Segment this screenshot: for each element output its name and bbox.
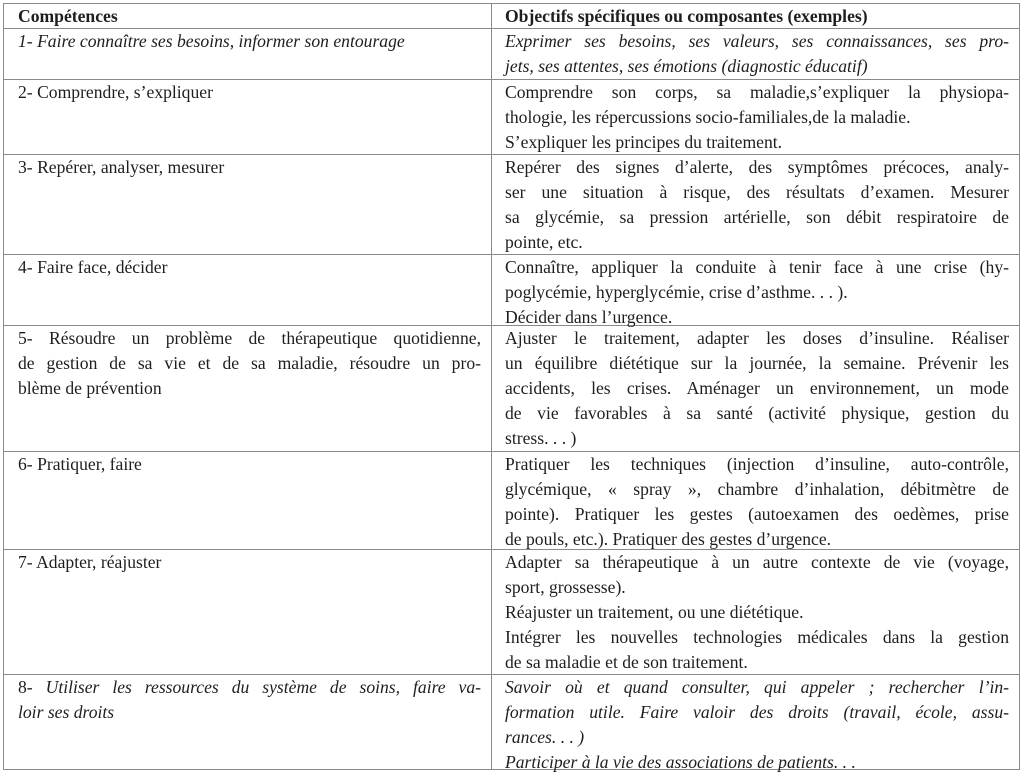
competence-line (18, 675, 481, 700)
objectif-line: stress. . . ) (505, 428, 577, 448)
competence-cell (4, 452, 492, 549)
competence-cell (4, 675, 492, 770)
objectif-line: pointe). Pratiquer les gestes (autoexamen des oedèmes, prise (505, 504, 1009, 524)
header-objectifs: Objectifs spécifiques ou composantes (exemples) (505, 6, 868, 26)
table-header-row (4, 4, 1019, 29)
objectif-line: de pouls, etc.). Pratiquer des gestes d’urgence. (505, 529, 832, 549)
competence-text: Pratiquer, faire (37, 454, 142, 474)
objectif-line: Réajuster un traitement, ou une diététique. (505, 602, 804, 622)
table-row (4, 326, 1019, 452)
objectif-line: de sa maladie et de son traitement. (505, 652, 748, 672)
competence-line (18, 80, 481, 105)
objectif-cell (492, 29, 1019, 79)
competence-text: Résoudre un problème de thérapeutique quotidienne, (49, 328, 481, 348)
competence-line (18, 29, 481, 54)
objectif-line: Pratiquer les techniques (injection d’insuline, auto-contrôle, (505, 454, 1009, 474)
objectif-cell (492, 255, 1019, 325)
competence-text: loir ses droits (18, 702, 115, 722)
objectif-line: thologie, les répercussions socio-familiales,de la maladie. (505, 107, 911, 127)
competence-line (18, 700, 481, 725)
objectif-line: sa glycémie, sa pression artérielle, son débit respiratoire de (505, 207, 1009, 227)
objectif-line: rances. . . ) (505, 727, 585, 747)
competence-text: Faire connaître ses besoins, informer son entourage (37, 31, 405, 51)
header-competences: Compétences (4, 4, 492, 28)
objectif-cell (492, 326, 1019, 451)
competence-number: 7- (18, 552, 33, 572)
competence-text: Repérer, analyser, mesurer (37, 157, 225, 177)
competence-line (18, 326, 481, 351)
competence-number: 6- (18, 454, 33, 474)
competence-text: Adapter, réajuster (36, 552, 162, 572)
objectif-line: ser une situation à risque, des résultats d’examen. Mesurer (505, 182, 1009, 202)
competence-line (18, 155, 481, 180)
objectif-line: Exprimer ses besoins, ses valeurs, ses connaissances, ses pro- (505, 31, 1009, 51)
objectif-line: glycémique, « spray », chambre d’inhalation, débitmètre de (505, 479, 1009, 499)
competence-line (18, 376, 481, 401)
table-row (4, 29, 1019, 80)
competence-cell (4, 80, 492, 154)
competence-cell (4, 155, 492, 254)
competence-cell (4, 255, 492, 325)
competence-text: Comprendre, s’expliquer (37, 82, 213, 102)
competence-line (18, 351, 481, 376)
competence-number: 8- (18, 677, 33, 697)
objectif-cell (492, 80, 1019, 154)
objectif-cell (492, 155, 1019, 254)
competence-cell (4, 29, 492, 79)
competence-line (18, 452, 481, 477)
competence-cell (4, 550, 492, 674)
objectif-line: Connaître, appliquer la conduite à tenir face à une crise (hy- (505, 257, 1009, 277)
objectif-cell (492, 452, 1019, 549)
objectif-line: Repérer des signes d’alerte, des symptômes précoces, analy- (505, 157, 1009, 177)
competence-number: 3- (18, 157, 33, 177)
competence-number: 4- (18, 257, 33, 277)
table-row (4, 675, 1019, 770)
competence-number: 1- (18, 31, 33, 51)
table-row (4, 155, 1019, 255)
objectif-line: Adapter sa thérapeutique à un autre contexte de vie (voyage, (505, 552, 1009, 572)
objectif-cell (492, 550, 1019, 674)
competence-line (18, 255, 481, 280)
objectif-line: Ajuster le traitement, adapter les doses d’insuline. Réaliser (505, 328, 1009, 348)
objectif-line: un équilibre diététique sur la journée, la semaine. Prévenir les (505, 353, 1009, 373)
competence-number: 2- (18, 82, 33, 102)
table-row (4, 255, 1019, 326)
objectif-line: Participer à la vie des associations de patients. . . (505, 752, 856, 772)
objectif-line: de vie favorables à sa santé (activité physique, gestion du (505, 403, 1009, 423)
objectif-cell (492, 675, 1019, 770)
competence-line (18, 550, 481, 575)
competence-text: blème de prévention (18, 378, 162, 398)
objectif-line: Décider dans l’urgence. (505, 307, 673, 327)
objectif-line: Comprendre son corps, sa maladie,s’expliquer la physiopa- (505, 82, 1009, 102)
competence-text: Utiliser les ressources du système de soins, faire va- (45, 677, 481, 697)
competence-text: Faire face, décider (37, 257, 168, 277)
competence-text: de gestion de sa vie et de sa maladie, résoudre un pro- (18, 353, 481, 373)
objectif-line: pointe, etc. (505, 232, 583, 252)
competence-cell (4, 326, 492, 451)
table-row (4, 452, 1019, 550)
objectif-line: Intégrer les nouvelles technologies médicales dans la gestion (505, 627, 1009, 647)
table-row (4, 80, 1019, 155)
objectif-line: S’expliquer les principes du traitement. (505, 132, 783, 152)
objectif-line: accidents, les crises. Aménager un environnement, un mode (505, 378, 1009, 398)
objectif-line: Savoir où et quand consulter, qui appeler ; rechercher l’in- (505, 677, 1009, 697)
objectif-line: jets, ses attentes, ses émotions (diagnostic éducatif) (505, 56, 868, 76)
competence-number: 5- (18, 328, 33, 348)
objectif-line: formation utile. Faire valoir des droits (travail, école, assu- (505, 702, 1009, 722)
table-row (4, 550, 1019, 675)
objectif-line: sport, grossesse). (505, 577, 626, 597)
objectif-line: poglycémie, hyperglycémie, crise d’asthme. . . ). (505, 282, 848, 302)
competences-table (3, 3, 1020, 770)
